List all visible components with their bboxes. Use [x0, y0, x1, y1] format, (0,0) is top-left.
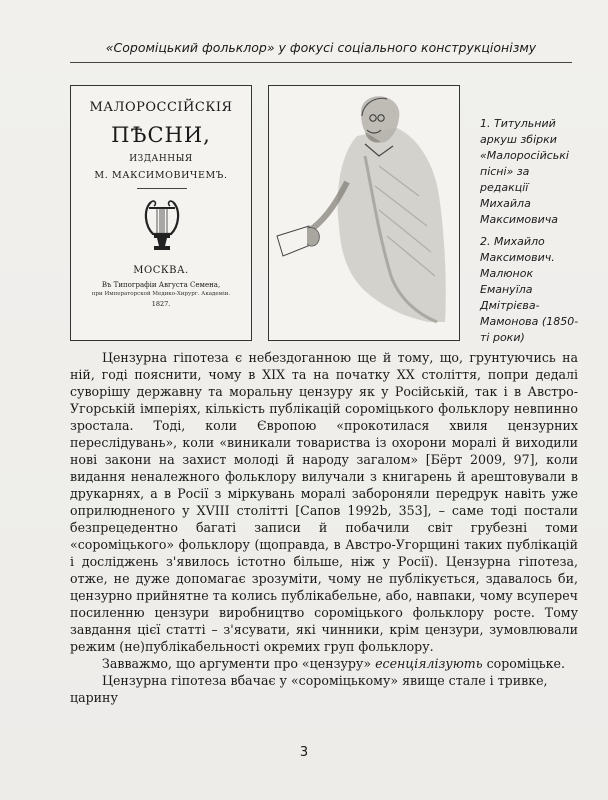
title-page-rule [137, 188, 187, 189]
title-page-songs: ПѢСНИ, [111, 123, 211, 147]
paragraph-text: сороміцьке. [486, 656, 565, 671]
title-page-city: МОСКВА. [133, 265, 189, 276]
caption-portrait: 2. Михайло Максимович. Малюнок Емануїла Дмітрієва-Мамонова (1850-ті роки) [480, 235, 579, 344]
paragraph [70, 655, 578, 672]
title-page-printer-detail: при Императорской Медико-Хирург. Академіи. [91, 291, 231, 297]
figure-portrait-sketch [268, 85, 460, 341]
title-page-author: М. МАКСИМОВИЧЕМЪ. [94, 170, 228, 181]
body-text [70, 349, 578, 706]
lyre-icon [141, 196, 183, 256]
paragraph: Цензурна гіпотеза вбачає у «сороміцькому» явище стале і тривке, царину [70, 673, 548, 705]
portrait-sketch-image [269, 86, 460, 341]
paragraph-text: Завважмо, що аргументи про «цензуру» [102, 656, 372, 671]
paragraph: Цензурна гіпотеза є небездоганною ще й тому, що, грунтуючись на ній, годі пояснити, чому в XIX та на початку XX століття, попри дедалі суворішу державну та моральну цензуру як у Російській, так і в Австро-Угорській імперіях, кількість публікацій сороміцького фольклору невпинно зростала. Тоді, коли Європою «прокотилася хвиля цензурних переслідувань», коли «виникали товариства із охорони моралі й виходили нові закони на захист молоді й народу загалом» [Бёрт 2009, 97], коли видання неналежного фольклору вилучали з книгарень й арештовували в друкарнях, а в Росії з міркувань моралі забороняли передрук навіть уже оприлюдненого у XVIII столітті [Сапов 1992b, 353], – саме тоді постали безпрецедентно багаті записи й побачили світ грубезні томи «сороміцького» фольклору (щоправда, в Австро-Угорщині таких публікацій і досліджень з'явилось істотно більше, ніж у Росії). Цензурна гіпотеза, отже, не дуже допомагає зрозуміти, чому не публікується, здавалось би, цензурно прийнятне та колись публікабельне, або, навпаки, чому всупереч посиленню цензури виробництво сороміцького фольклору росте. Тому завдання цієї статті – з'ясувати, які чинники, крім цензури, зумовлювали режим (не)публікабельності окремих груп фольклору. [70, 350, 578, 654]
title-page-edited-by: ИЗДАННЫЯ [129, 154, 193, 164]
running-head: «Сороміцький фольклор» у фокусі соціального конструкціонізму [70, 40, 572, 63]
title-page-title: МАЛОРОССІЙСКІЯ [89, 100, 233, 115]
title-page-year: 1827. [151, 300, 171, 308]
caption-title-page: 1. Титульний аркуш збірки «Малоросійські пісні» за редакції Михайла Максимовича [480, 117, 569, 226]
figure-captions [480, 116, 580, 352]
page-number: 3 [299, 745, 309, 760]
emphasis-text: есенціялізують [375, 656, 483, 671]
figure-title-page [70, 85, 252, 341]
title-page-printer: Въ Типографіи Августа Семена, [101, 281, 221, 289]
